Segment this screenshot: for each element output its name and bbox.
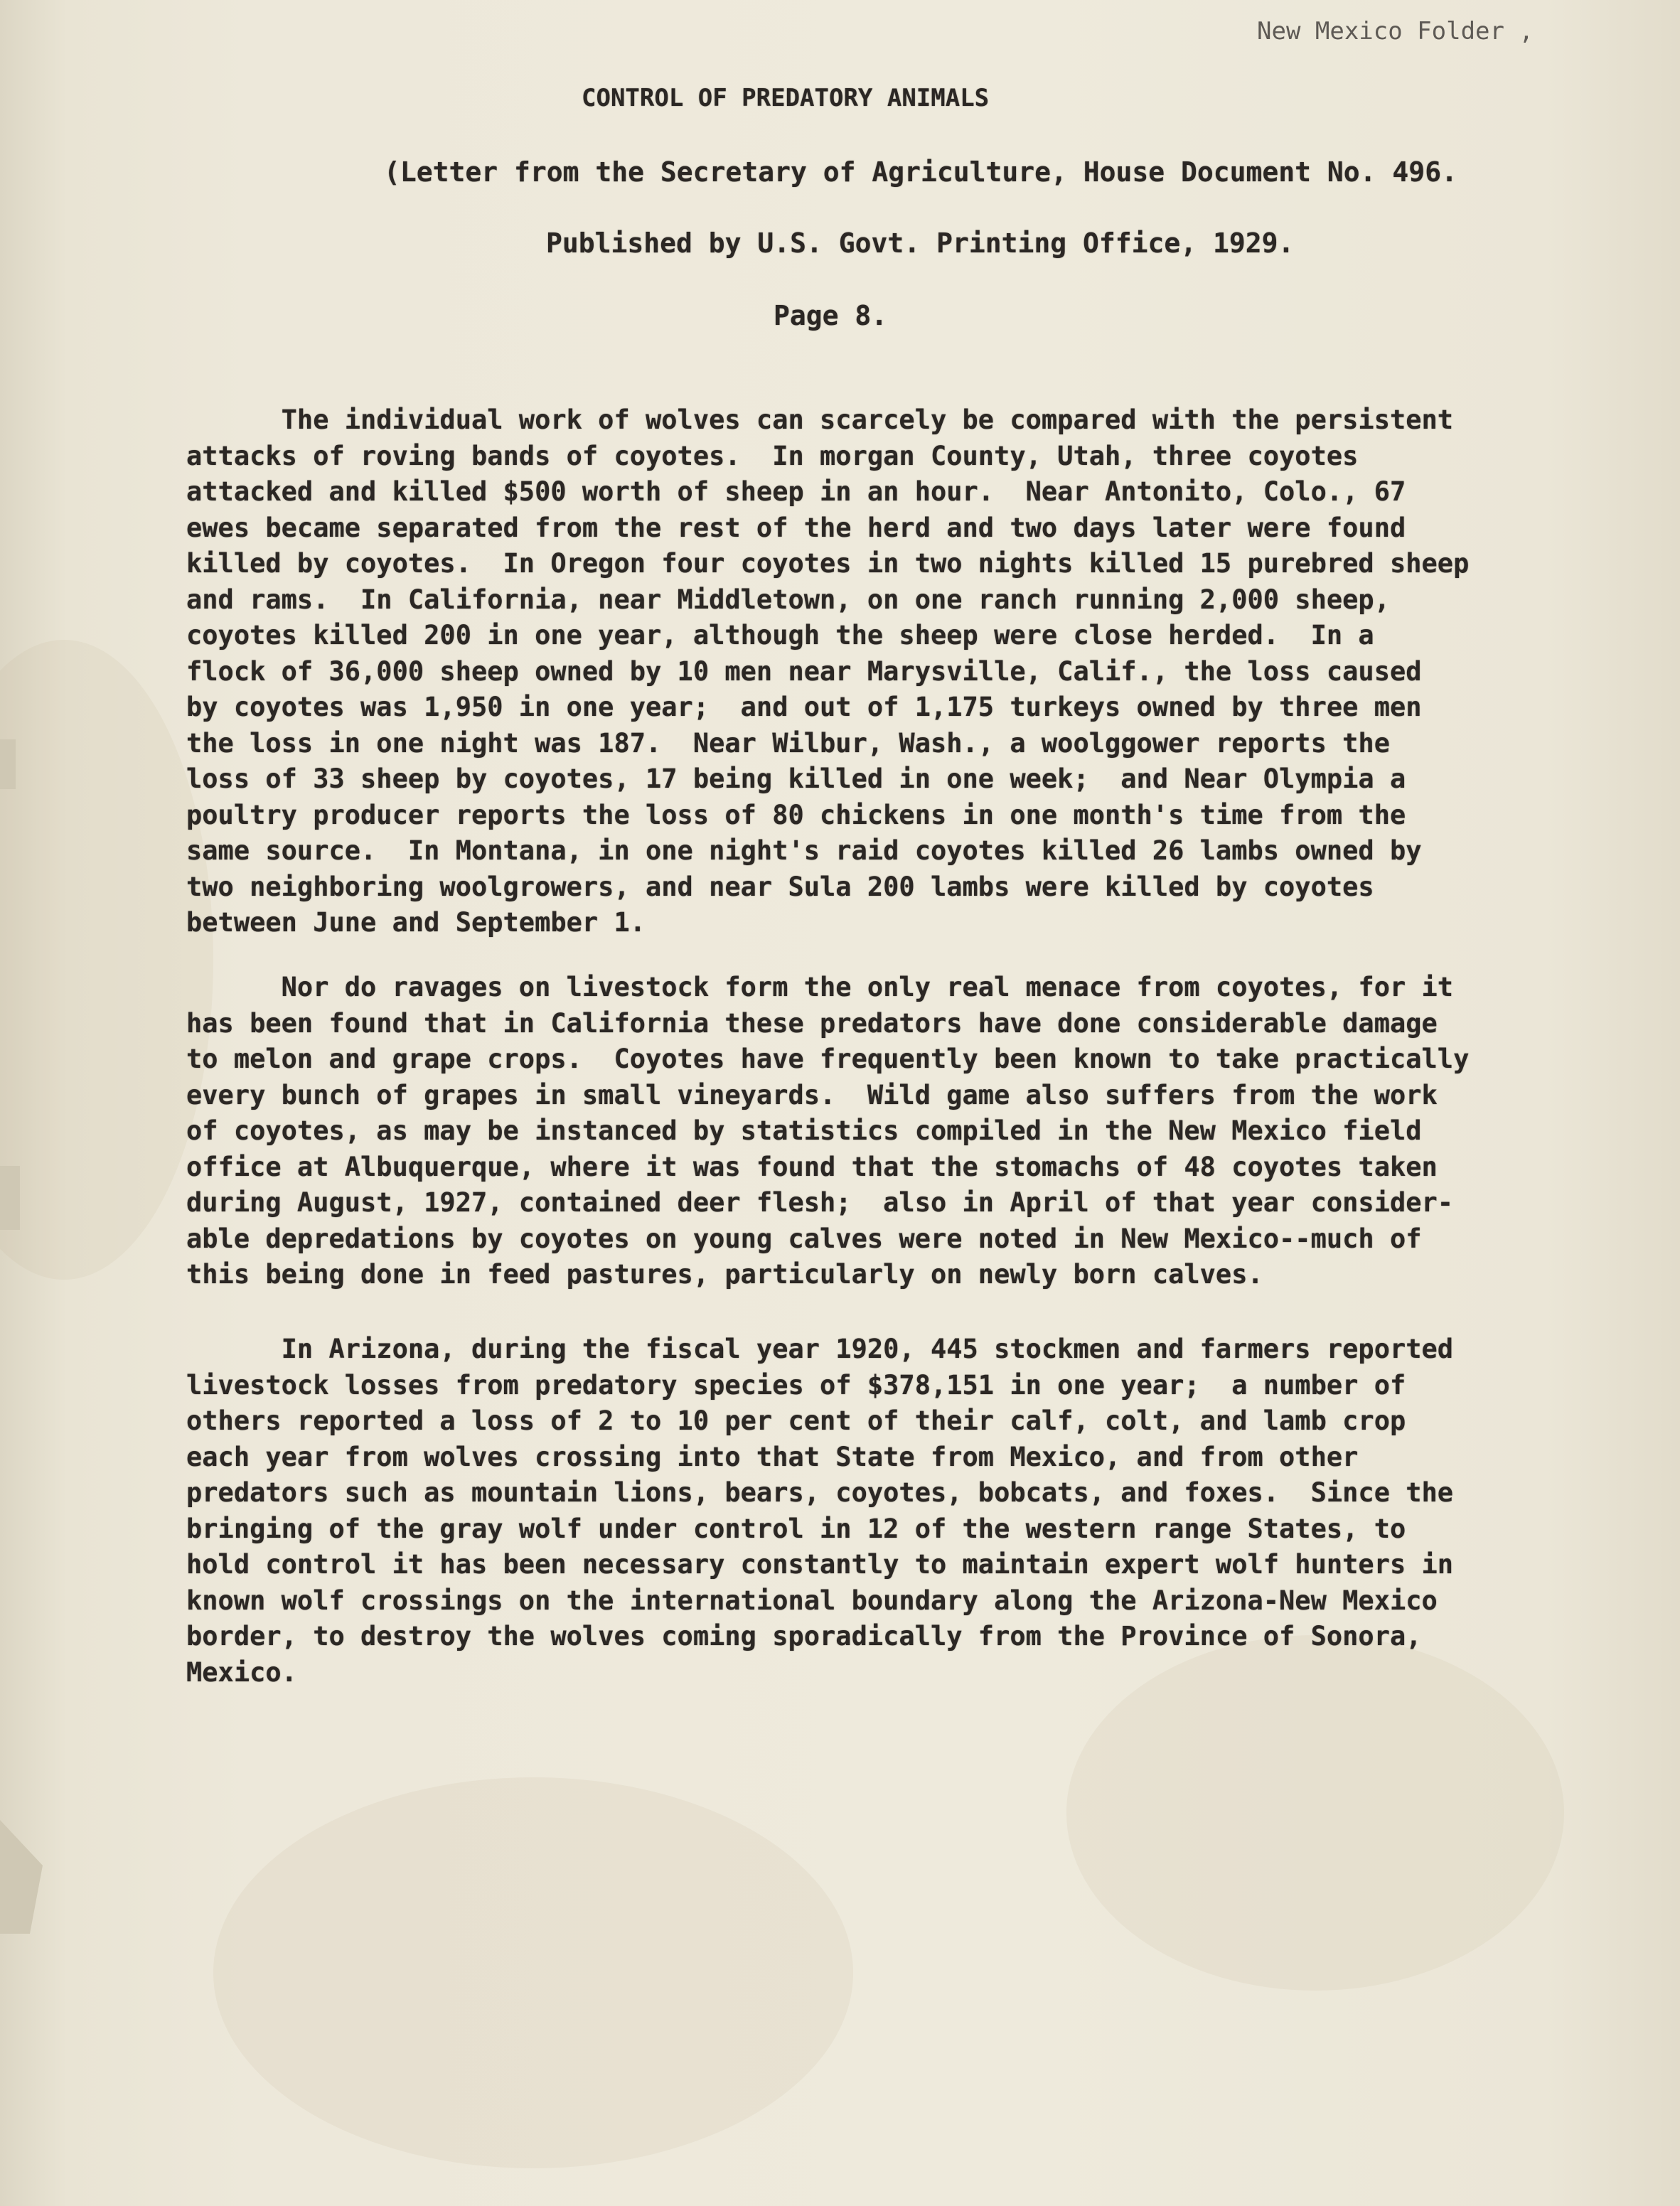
paragraph-line: bringing of the gray wolf under control in 12 of the western range States, to xyxy=(186,1513,1406,1544)
torn-edge xyxy=(0,1166,20,1230)
paragraph-line: Nor do ravages on livestock form the only real menace from coyotes, for it xyxy=(186,972,1454,1002)
paragraph-line: others reported a loss of 2 to 10 per cent of their calf, colt, and lamb crop xyxy=(186,1405,1406,1436)
paragraph-line: ewes became separated from the rest of the herd and two days later were found xyxy=(186,512,1406,543)
paragraph-line: every bunch of grapes in small vineyards. Wild game also suffers from the work xyxy=(186,1079,1438,1110)
paragraph-wolves-coyotes xyxy=(186,402,1469,941)
paragraph-line: flock of 36,000 sheep owned by 10 men near Marysville, Calif., the loss caused xyxy=(186,655,1422,687)
folder-note: New Mexico Folder , xyxy=(1257,17,1534,45)
paragraph-line: this being done in feed pastures, particularly on newly born calves. xyxy=(186,1259,1263,1290)
paragraph-line: to melon and grape crops. Coyotes have frequently been known to take practically xyxy=(186,1044,1470,1074)
paragraph-line: poultry producer reports the loss of 80 chickens in one month's time from the xyxy=(186,799,1406,830)
paragraph-line: and rams. In California, near Middletown, on one ranch running 2,000 sheep, xyxy=(186,584,1390,615)
paragraph-line: hold control it has been necessary constantly to maintain expert wolf hunters in xyxy=(186,1549,1454,1580)
paragraph-line: attacks of roving bands of coyotes. In morgan County, Utah, three coyotes xyxy=(186,440,1359,471)
torn-edge xyxy=(0,739,16,789)
paragraph-line: livestock losses from predatory species of $378,151 in one year; a number of xyxy=(186,1369,1406,1401)
paragraph-arizona-losses xyxy=(186,1332,1453,1691)
paragraph-line: border, to destroy the wolves coming sporadically from the Province of Sonora, xyxy=(186,1621,1422,1651)
paragraph-line: by coyotes was 1,950 in one year; and out of 1,175 turkeys owned by three men xyxy=(186,692,1422,722)
paragraph-line: between June and September 1. xyxy=(186,907,646,938)
paragraph-line: attacked and killed $500 worth of sheep in an hour. Near Antonito, Colo., 67 xyxy=(186,476,1406,507)
paragraph-line: known wolf crossings on the international boundary along the Arizona-New Mexico xyxy=(186,1585,1438,1616)
paragraph-line: In Arizona, during the fiscal year 1920, 445 stockmen and farmers reported xyxy=(186,1334,1454,1364)
torn-edge xyxy=(0,1820,43,1934)
paper-stain xyxy=(0,640,213,1280)
paragraph-line: each year from wolves crossing into that State from Mexico, and from other xyxy=(186,1441,1359,1472)
page-reference: Page 8. xyxy=(774,300,888,331)
document-title: CONTROL OF PREDATORY ANIMALS xyxy=(582,84,990,112)
document-subtitle: (Letter from the Secretary of Agriculture, House Document No. 496. xyxy=(384,156,1457,188)
paragraph-line: predators such as mountain lions, bears, coyotes, bobcats, and foxes. Since the xyxy=(186,1477,1454,1508)
paragraph-line: has been found that in California these predators have done considerable damage xyxy=(186,1007,1438,1039)
paragraph-line: able depredations by coyotes on young calves were noted in New Mexico--much of xyxy=(186,1223,1422,1254)
paragraph-line: of coyotes, as may be instanced by statistics compiled in the New Mexico field xyxy=(186,1115,1422,1146)
paragraph-line: during August, 1927, contained deer flesh; also in April of that year consider- xyxy=(186,1187,1454,1218)
paragraph-crop-damage xyxy=(186,970,1469,1293)
paragraph-line: coyotes killed 200 in one year, although the sheep were close herded. In a xyxy=(186,620,1374,650)
paragraph-line: killed by coyotes. In Oregon four coyotes in two nights killed 15 purebred sheep xyxy=(186,548,1470,579)
paragraph-line: The individual work of wolves can scarcely be compared with the persistent xyxy=(186,405,1454,435)
paragraph-line: office at Albuquerque, where it was found that the stomachs of 48 coyotes taken xyxy=(186,1151,1438,1182)
paragraph-line: the loss in one night was 187. Near Wilbur, Wash., a woolggower reports the xyxy=(186,727,1390,759)
paragraph-line: two neighboring woolgrowers, and near Sula 200 lambs were killed by coyotes xyxy=(186,871,1374,902)
paragraph-line: loss of 33 sheep by coyotes, 17 being killed in one week; and Near Olympia a xyxy=(186,764,1406,794)
paragraph-line: same source. In Montana, in one night's raid coyotes killed 26 lambs owned by xyxy=(186,835,1422,866)
paper-stain xyxy=(213,1777,853,2168)
publication-line: Published by U.S. Govt. Printing Office, 1929. xyxy=(546,227,1295,259)
paragraph-line: Mexico. xyxy=(186,1656,297,1688)
